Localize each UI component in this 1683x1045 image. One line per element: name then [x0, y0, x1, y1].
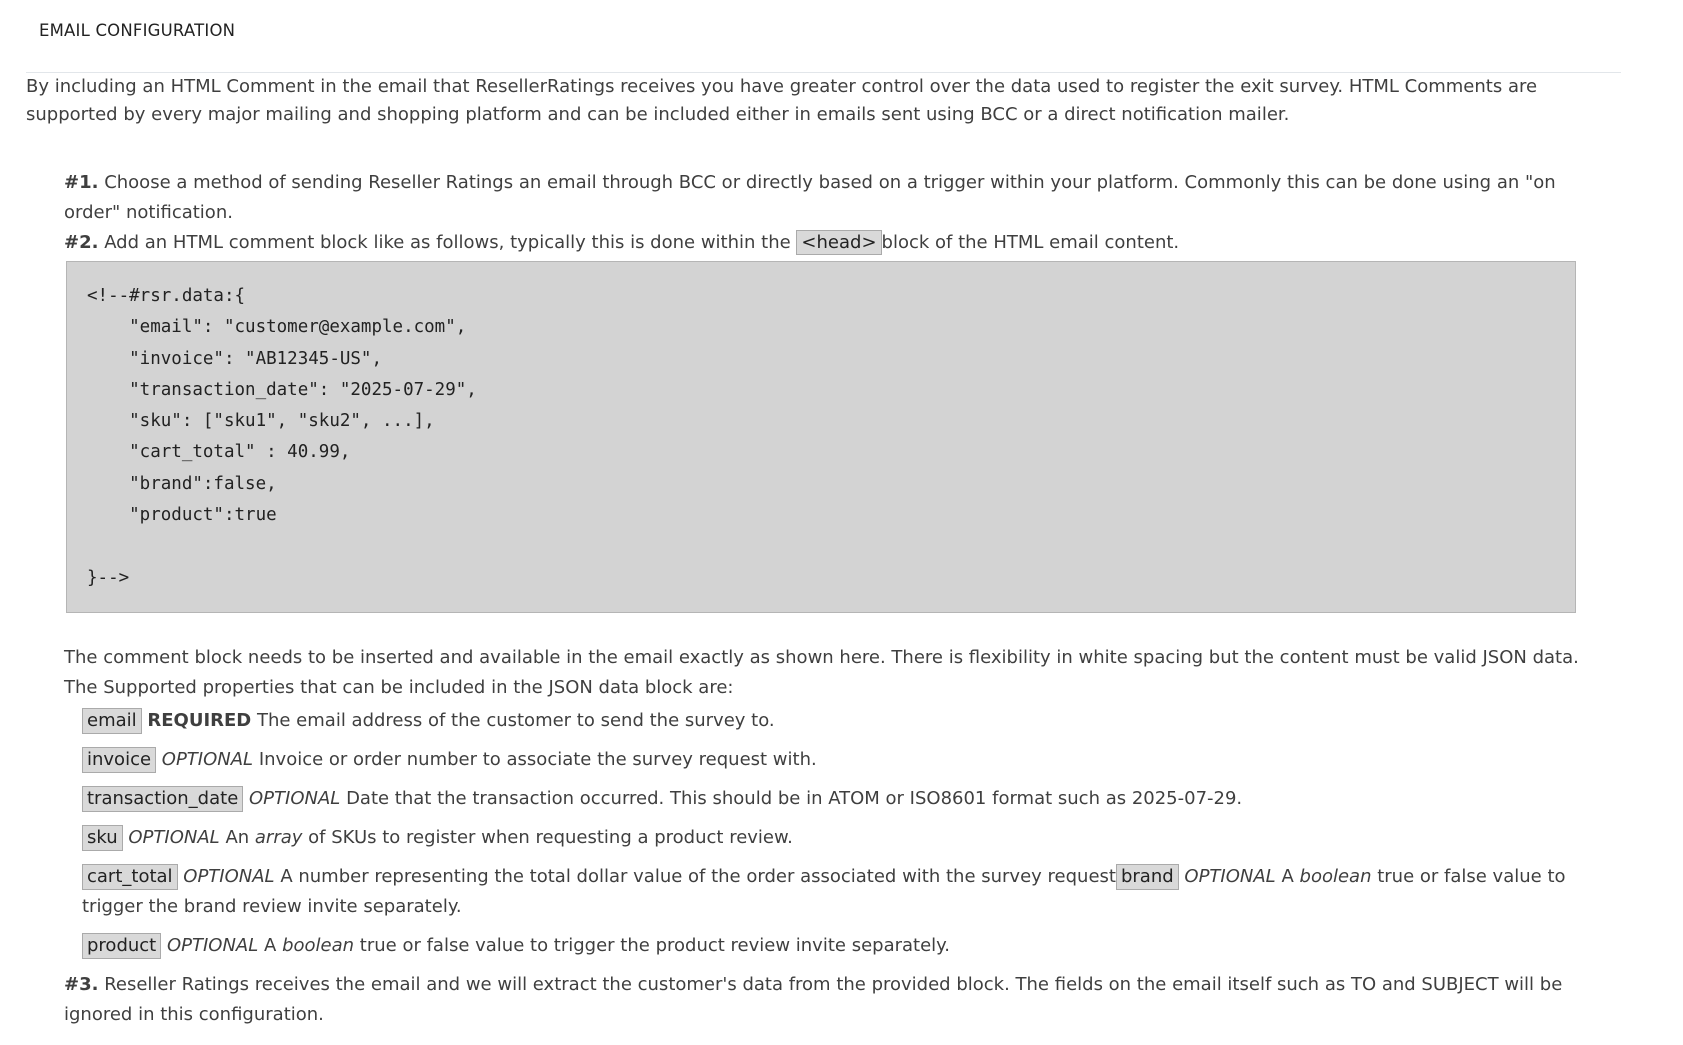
- property-desc-after: of SKUs to register when requesting a product review.: [308, 827, 793, 848]
- step-3-number: #3.: [64, 974, 99, 995]
- property-key: sku: [82, 825, 123, 851]
- property-label: OPTIONAL: [161, 749, 254, 770]
- property-label: OPTIONAL: [183, 866, 275, 887]
- property-label: OPTIONAL: [128, 827, 220, 848]
- step-2-text-after: block of the HTML email content.: [881, 232, 1180, 253]
- property-desc-before: A: [1281, 866, 1294, 887]
- note-line-1: The comment block needs to be inserted and available in the email exactly as shown here. There is flexibility in white spacing but the content must be valid JSON data.: [64, 647, 1579, 668]
- step-2-number: #2.: [64, 232, 99, 253]
- property-desc: The email address of the customer to send the survey to.: [256, 710, 775, 731]
- property-desc: Invoice or order number to associate the survey request with.: [258, 749, 817, 770]
- json-code-block: <!--#rsr.data:{ "email": "customer@example.com", "invoice": "AB12345-US", "transaction_date": "2025-07-29", "sku": ["sku1", "sku2", ...], "cart_total" : 40.99, "brand":false, "product":true }-->: [66, 261, 1576, 613]
- property-desc-before: An: [225, 827, 250, 848]
- property-label: OPTIONAL: [1184, 866, 1276, 887]
- step-3-text: Reseller Ratings receives the email and we will extract the customer's data from the provided block. The fields on the email itself such as TO and SUBJECT will be ignored in this configuration.: [64, 974, 1563, 1025]
- property-transaction-date: [82, 784, 1584, 814]
- head-tag-code: <head>: [796, 230, 881, 255]
- note-line-2: The Supported properties that can be included in the JSON data block are:: [64, 677, 734, 698]
- property-desc: Date that the transaction occurred. This should be in ATOM or ISO8601 format such as 2025-07-29.: [346, 788, 1243, 809]
- property-desc-after: true or false value to trigger the brand review invite separately.: [82, 866, 1566, 917]
- section-title: EMAIL CONFIGURATION: [39, 21, 236, 40]
- property-key: invoice: [82, 747, 156, 773]
- property-key: transaction_date: [82, 786, 243, 812]
- step-1-text: Choose a method of sending Reseller Ratings an email through BCC or directly based on a trigger within your platform. Commonly this can be done using an "on order" notification.: [64, 172, 1556, 223]
- property-desc-em: boolean: [282, 935, 355, 956]
- property-desc-before: A: [264, 935, 277, 956]
- property-label: OPTIONAL: [166, 935, 259, 956]
- property-product: [82, 931, 1584, 961]
- steps: [64, 168, 1584, 1030]
- property-desc-em: boolean: [1299, 866, 1372, 887]
- step-2: [64, 228, 1584, 258]
- step-3: [64, 970, 1584, 1030]
- property-key: product: [82, 933, 161, 959]
- property-label: OPTIONAL: [249, 788, 341, 809]
- property-desc: A number representing the total dollar value of the order associated with the survey request: [280, 866, 1116, 887]
- step-1: [64, 168, 1584, 228]
- property-sku: [82, 823, 1584, 853]
- property-key: brand: [1116, 864, 1179, 890]
- intro-paragraph: By including an HTML Comment in the email that ResellerRatings receives you have greater control over the data used to register the exit survey. HTML Comments are supported by every major mailing and shopping platform and can be included either in emails sent using BCC or a direct notification mailer.: [26, 76, 1538, 125]
- property-cart-total-and-brand: [82, 862, 1584, 922]
- property-invoice: [82, 745, 1584, 775]
- property-label: REQUIRED: [147, 710, 252, 731]
- property-list: [82, 706, 1584, 961]
- step-1-number: #1.: [64, 172, 99, 193]
- property-desc-em: array: [254, 827, 303, 848]
- property-desc-after: true or false value to trigger the product review invite separately.: [359, 935, 950, 956]
- property-key: cart_total: [82, 864, 178, 890]
- property-key: email: [82, 708, 142, 734]
- property-email: [82, 706, 1584, 736]
- step-2-text-before: Add an HTML comment block like as follows, typically this is done within the: [104, 232, 791, 253]
